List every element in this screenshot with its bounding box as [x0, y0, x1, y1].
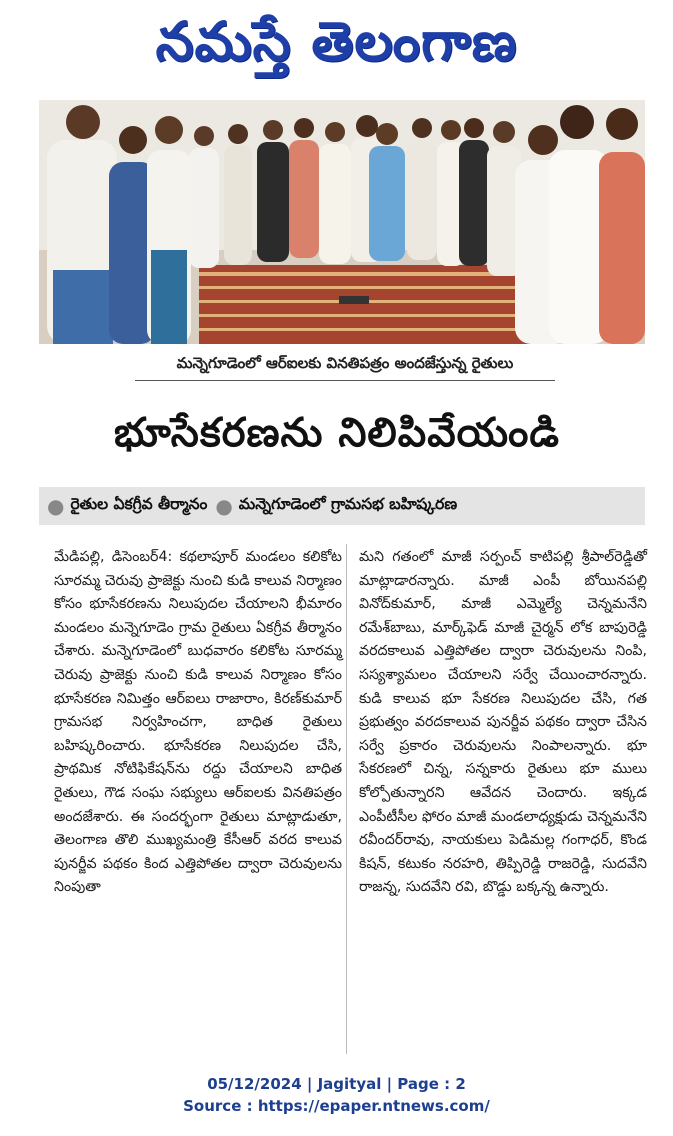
- subheadline-1: రైతుల ఏకగ్రీవ తీర్మానం: [70, 495, 208, 513]
- article-headline: భూసేకరణను నిలిపివేయండి: [114, 410, 560, 456]
- subheadline-2: మన్నెగూడెంలో గ్రామసభ బహిష్కరణ: [238, 495, 458, 513]
- news-photo: [39, 100, 645, 344]
- photo-caption: మన్నెగూడెంలో ఆర్‌ఐలకు వినతిపత్రం అందజేస్తున్న రైతులు: [135, 354, 555, 381]
- article-column-right: మని గతంలో మాజీ సర్పంచ్‌ కాటిపల్లి శ్రీపాల్‌రెడ్డితో మాట్లాడారన్నారు. మాజీ ఎంపీ బోయినపల్లి వినోద్‌కుమార్‌, మాజీ ఎమ్మెల్యే చెన్నమనేని రమేశ్‌బాబు, మార్క్‌ఫెడ్‌ మాజీ చైర్మన్‌ లోక బాపురెడ్డి వరదకాలువ ఎత్తిపోతల ద్వారా చెరువులను నింపి, సస్యశ్యామలం చేయాలని సర్వే చేయించారన్నారు. కుడి కాలువ భూ సేకరణ నిలుపుదల చేసి, గత ప్రభుత్వం వరదకాలువ పునర్జీవ పథకం ద్వారా చేసిన సర్వే ప్రకారం చెరువులను నింపాలన్నారు. భూ సేకరణలో చిన్న, సన్నకారు రైతులు భూ ములు కోల్పోతున్నారని ఆవేదన చెందారు. ఇక్కడ ఎంపీటీసీల ఫోరం మాజీ మండలాధ్యక్షుడు చెన్నమనేని రవీందర్‌రావు, నాయకులు పెడిమల్ల గంగాధర్‌, కొండ కిషన్‌, కటుకం నరహరి, తిప్పిరెడ్డి రాజరెడ్డి, సుదవేని రాజన్న, సుదవేని రవి, బొడ్డు బక్కన్న ఉన్నారు.: [359, 549, 647, 896]
- footer-source: Source : https://epaper.ntnews.com/: [183, 1097, 490, 1115]
- farmers-group-photo: [39, 100, 645, 344]
- column-divider: [346, 544, 347, 1054]
- footer-date-edition: 05/12/2024 | Jagityal | Page : 2: [207, 1075, 466, 1093]
- article-column-left: మేడిపల్లి, డిసెంబర్‌4: కథలాపూర్‌ మండలం కలికోట సూరమ్మ చెరువు ప్రాజెక్టు నుంచి కుడి కాలువ నిర్మాణం కోసం భూసేకరణను నిలుపుదల చేయాలని భీమారం మండలం మన్నెగూడెం గ్రామ రైతులు ఏకగ్రీవ తీర్మానం చేశారు. మన్నెగూడెంలో బుధవారం కలికోట సూరమ్మ చెరువు ప్రాజెక్టు నుంచి కుడి కాలువ నిర్మాణం కోసం భూసేకరణ నిమిత్తం ఆర్‌ఐలు రాజారాం, కిరణ్‌కుమార్‌ గ్రామసభ నిర్వహించగా, బాధిత రైతులు బహిష్కరించారు. భూసేకరణ నిలుపుదల చేసి, ప్రాథమిక నోటిఫికేషన్‌ను రద్దు చేయాలని బాధిత రైతులు, గౌడ సంఘ సభ్యులు ఆర్‌ఐలకు వినతిపత్రం అందజేశారు. ఈ సందర్భంగా రైతులు మాట్లాడుతూ, తెలంగాణ తొలి ముఖ్యమంత్రి కేసీఆర్‌ వరద కాలువ పునర్జీవ పథకం కింద ఎత్తిపోతల ద్వారా చెరువులను నింపుతా: [54, 549, 342, 896]
- newspaper-title: నమస్తే తెలంగాణ: [155, 10, 518, 73]
- bullet-icon: ●: [215, 494, 233, 518]
- bullet-icon: ●: [47, 494, 65, 518]
- subheadline-bar: [39, 487, 645, 525]
- masthead: [0, 0, 673, 92]
